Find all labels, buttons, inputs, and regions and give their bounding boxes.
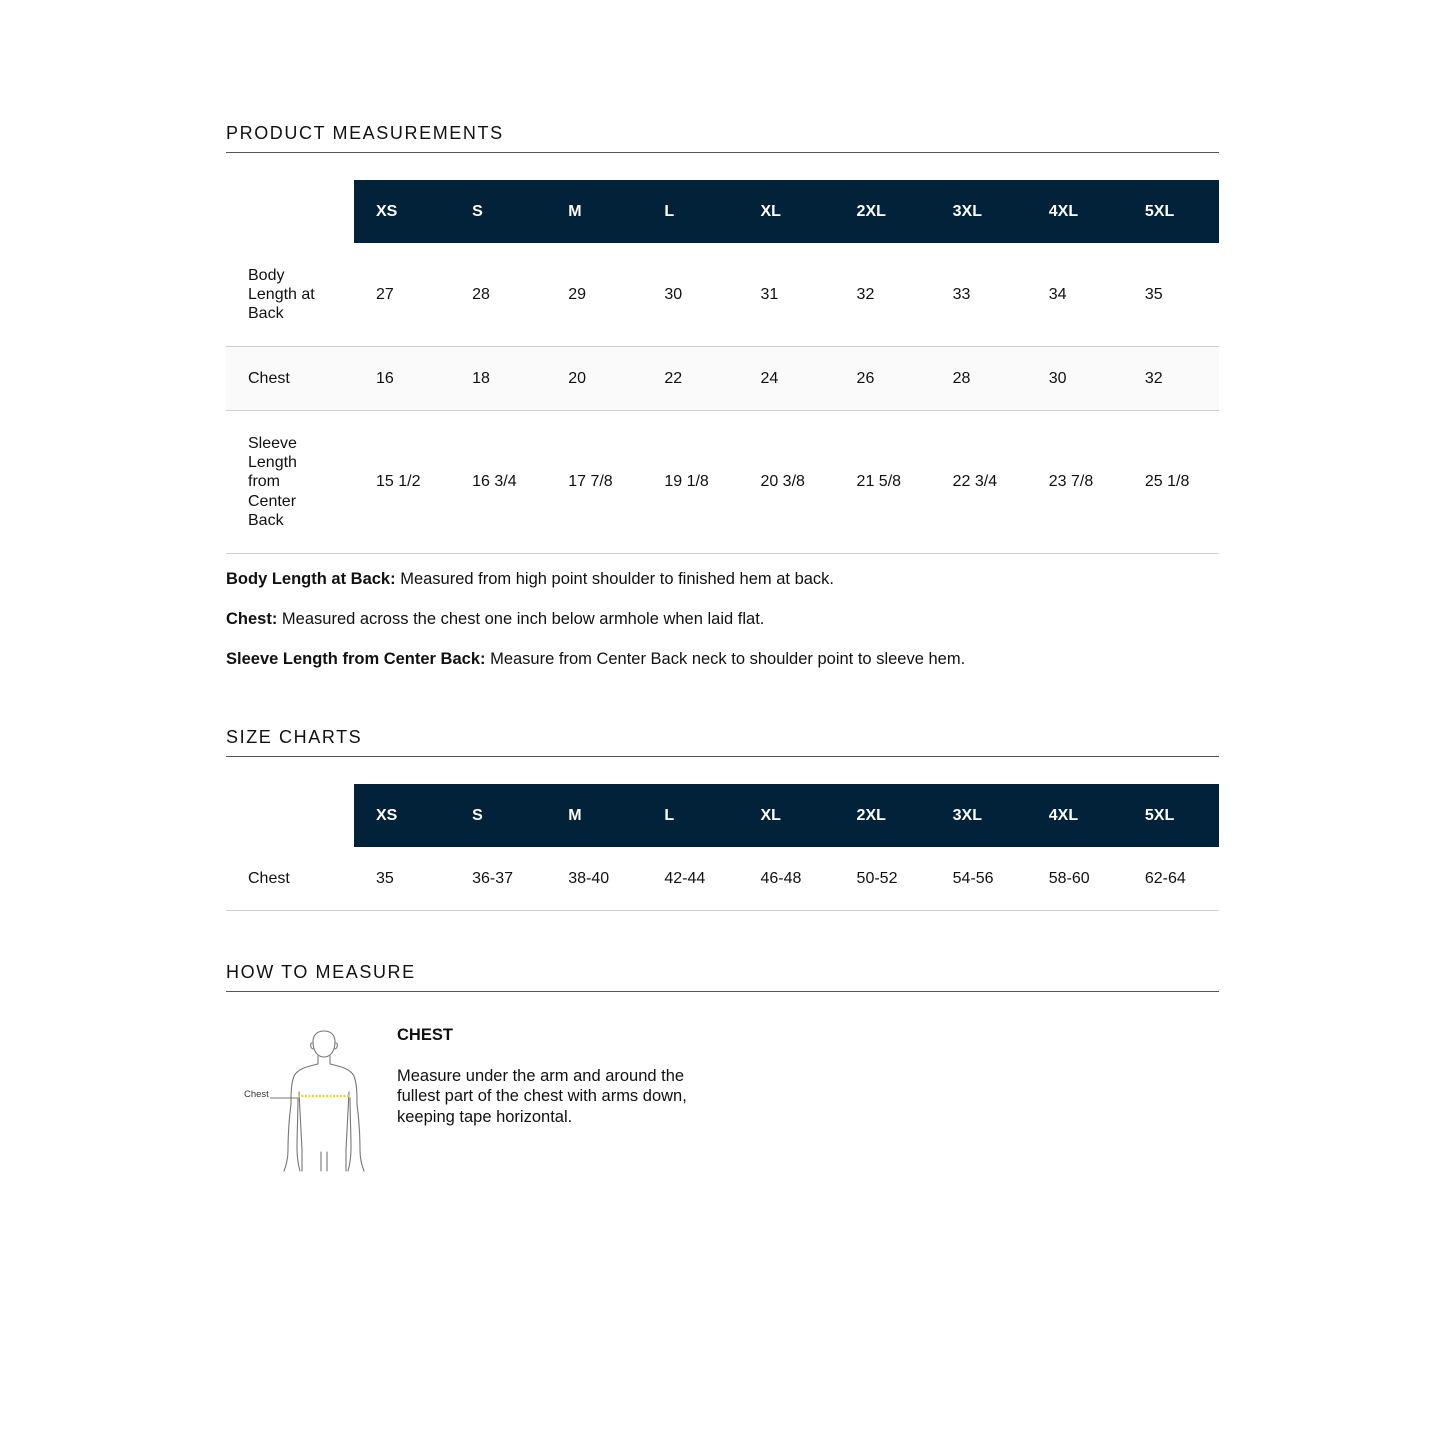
corner-cell [226,784,354,847]
size-header: 5XL [1123,180,1219,243]
table-cell: 38-40 [546,847,642,911]
table-cell: 16 3/4 [450,411,546,554]
table-cell: 23 7/8 [1027,411,1123,554]
table-cell: 32 [835,243,931,347]
table-cell: 34 [1027,243,1123,347]
size-charts-title: SIZE CHARTS [226,727,1219,757]
how-to-measure-title: HOW TO MEASURE [226,962,1219,992]
table-cell: 58-60 [1027,847,1123,911]
row-label: Chest [226,347,354,411]
size-header: 2XL [835,784,931,847]
row-label-text: Body Length at Back [248,266,315,323]
table-cell: 22 3/4 [931,411,1027,554]
size-header: XS [354,180,450,243]
table-cell: 36-37 [450,847,546,911]
size-header: M [546,180,642,243]
note-body-length [226,570,1219,589]
product-measurements-title: PRODUCT MEASUREMENTS [226,123,1219,153]
size-header: 2XL [835,180,931,243]
size-header: 3XL [931,784,1027,847]
row-label [226,411,354,554]
table-cell: 54-56 [931,847,1027,911]
size-header: 5XL [1123,784,1219,847]
table-cell: 19 1/8 [642,411,738,554]
table-cell: 20 [546,347,642,411]
product-measurements-table [226,180,1219,554]
table-cell: 42-44 [642,847,738,911]
table-cell: 24 [738,347,834,411]
size-header: L [642,784,738,847]
note-sleeve-length [226,650,1219,669]
note-term: Chest: [226,610,278,628]
table-cell: 26 [835,347,931,411]
product-measurements-header [226,123,1219,153]
size-header: 4XL [1027,180,1123,243]
note-chest [226,610,1219,629]
table-cell: 21 5/8 [835,411,931,554]
table-cell: 27 [354,243,450,347]
note-text: Measured across the chest one inch below armhole when laid flat. [277,610,765,628]
size-header: L [642,180,738,243]
size-header: XS [354,784,450,847]
table-cell: 17 7/8 [546,411,642,554]
table-cell: 30 [1027,347,1123,411]
body-figure-icon [240,1028,370,1178]
size-charts-table [226,784,1219,911]
table-cell: 28 [931,347,1027,411]
row-label-text: Sleeve Length from Center Back [248,434,297,529]
table-cell: 29 [546,243,642,347]
note-text: Measure from Center Back neck to shoulder point to sleeve hem. [485,650,966,668]
note-text: Measured from high point shoulder to finished hem at back. [395,570,835,588]
table-row [226,243,1219,347]
table-cell: 25 1/8 [1123,411,1219,554]
measure-heading: CHEST [397,1026,453,1044]
table-row [226,411,1219,554]
table-cell: 35 [1123,243,1219,347]
how-to-measure-header [226,962,1219,992]
body-figure-illustration [240,1028,370,1178]
table-cell: 32 [1123,347,1219,411]
measure-instructions [397,1025,727,1127]
note-term: Sleeve Length from Center Back: [226,650,486,668]
row-label: Chest [226,847,354,911]
table-cell: 22 [642,347,738,411]
table-cell: 62-64 [1123,847,1219,911]
size-header: 4XL [1027,784,1123,847]
table-cell: 28 [450,243,546,347]
size-charts-header [226,727,1219,757]
table-row [226,847,1219,911]
note-term: Body Length at Back: [226,570,396,588]
table-cell: 15 1/2 [354,411,450,554]
size-header: XL [738,784,834,847]
table-row [226,347,1219,411]
size-header: S [450,180,546,243]
table-cell: 35 [354,847,450,911]
corner-cell [226,180,354,243]
row-label [226,243,354,347]
table-cell: 20 3/8 [738,411,834,554]
table-cell: 46-48 [738,847,834,911]
table-cell: 33 [931,243,1027,347]
measurement-notes [226,570,1219,690]
table-cell: 16 [354,347,450,411]
size-header: 3XL [931,180,1027,243]
figure-chest-label: Chest [244,1089,269,1100]
size-header: XL [738,180,834,243]
measure-body: Measure under the arm and around the fullest part of the chest with arms down, keeping tape horizontal. [397,1066,687,1126]
size-header: S [450,784,546,847]
table-cell: 50-52 [835,847,931,911]
size-header: M [546,784,642,847]
table-cell: 31 [738,243,834,347]
table-cell: 30 [642,243,738,347]
table-cell: 18 [450,347,546,411]
